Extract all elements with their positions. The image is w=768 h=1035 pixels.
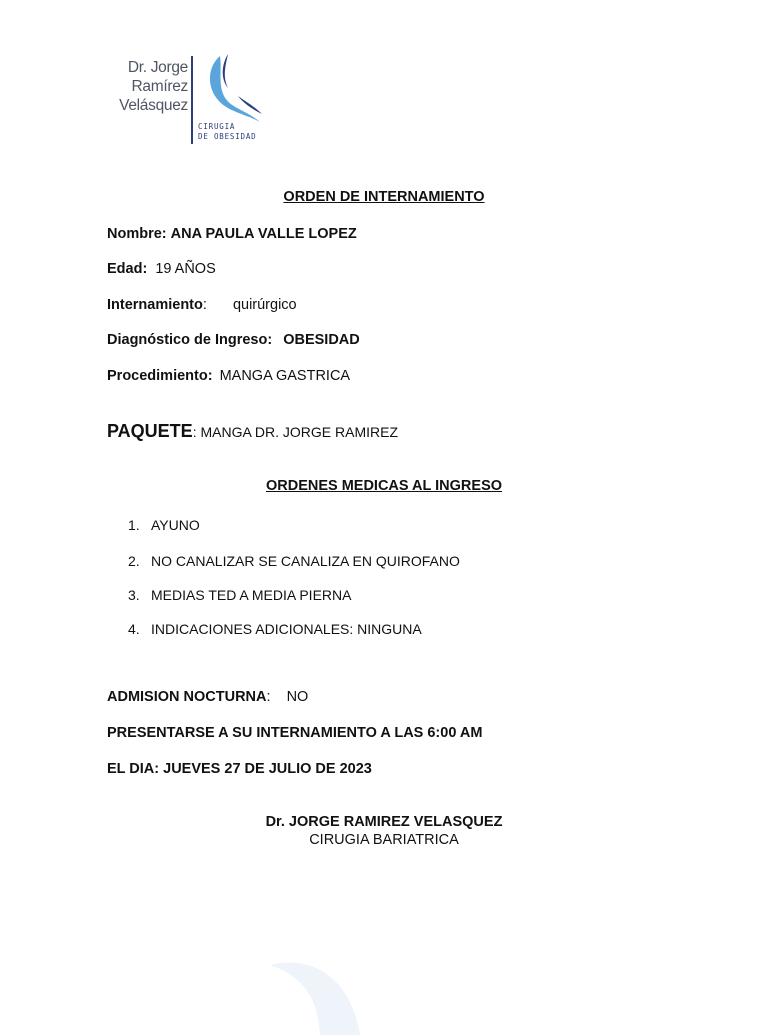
orders-title: ORDENES MEDICAS AL INGRESO (265, 478, 503, 494)
patient-name-label: Nombre: (107, 226, 167, 242)
night-admission-label: ADMISION NOCTURNA (107, 689, 267, 705)
night-admission-value: NO (286, 689, 309, 705)
clinic-logo (118, 52, 268, 148)
procedure-row (107, 368, 350, 384)
package-value: : MANGA DR. JORGE RAMIREZ (192, 424, 399, 440)
logo-subtitle (198, 122, 256, 142)
patient-name-value: ANA PAULA VALLE LOPEZ (170, 226, 357, 242)
package-label: PAQUETE (107, 421, 193, 441)
patient-age-label: Edad: (107, 261, 148, 277)
list-item-number: 4. (128, 621, 140, 637)
admission-type-value: quirúrgico (232, 297, 297, 313)
logo-name-line3: Velásquez (119, 97, 188, 114)
night-admission-colon: : (266, 689, 271, 705)
procedure-label: Procedimiento: (107, 368, 213, 384)
procedure-value: MANGA GASTRICA (219, 368, 351, 384)
list-item-number: 3. (128, 587, 140, 603)
signature-role: CIRUGIA BARIATRICA (309, 832, 459, 848)
logo-name-line2: Ramírez (131, 78, 188, 95)
signature-name: Dr. JORGE RAMIREZ VELASQUEZ (265, 814, 503, 830)
diagnosis-row (107, 332, 360, 348)
package-row (107, 421, 398, 442)
list-item (128, 553, 460, 569)
logo-divider (191, 56, 193, 144)
diagnosis-label: Diagnóstico de Ingreso: (107, 332, 273, 348)
logo-sub-line2: DE OBESIDAD (198, 132, 257, 141)
list-item (128, 587, 351, 603)
admission-type-label: Internamiento (107, 297, 203, 313)
admission-type-row (107, 297, 297, 313)
list-item (128, 517, 200, 533)
patient-name-row (107, 226, 357, 242)
logo-sub-line1: CIRUGIA (198, 122, 236, 131)
list-item-number: 2. (128, 553, 140, 569)
swoosh-icon (198, 52, 264, 124)
admission-type-colon: : (202, 297, 207, 313)
list-item-text: INDICACIONES ADICIONALES: NINGUNA (151, 621, 422, 637)
list-item-text: NO CANALIZAR SE CANALIZA EN QUIROFANO (151, 553, 460, 569)
patient-age-row (107, 261, 216, 277)
list-item-text: MEDIAS TED A MEDIA PIERNA (151, 587, 352, 603)
diagnosis-value: OBESIDAD (283, 332, 360, 348)
list-item (128, 621, 422, 637)
patient-age-value: 19 AÑOS (155, 261, 216, 277)
arrival-instructions: PRESENTARSE A SU INTERNAMIENTO A LAS 6:00 AM (107, 725, 483, 741)
night-admission-row (107, 689, 308, 705)
list-item-number: 1. (128, 517, 140, 533)
document-title: ORDEN DE INTERNAMIENTO (283, 189, 485, 205)
watermark-swoosh-icon (240, 945, 400, 1035)
appointment-date: EL DIA: JUEVES 27 DE JULIO DE 2023 (107, 761, 372, 777)
list-item-text: AYUNO (151, 517, 200, 533)
logo-doctor-name (118, 58, 188, 115)
logo-name-line1: Dr. Jorge (127, 59, 188, 76)
